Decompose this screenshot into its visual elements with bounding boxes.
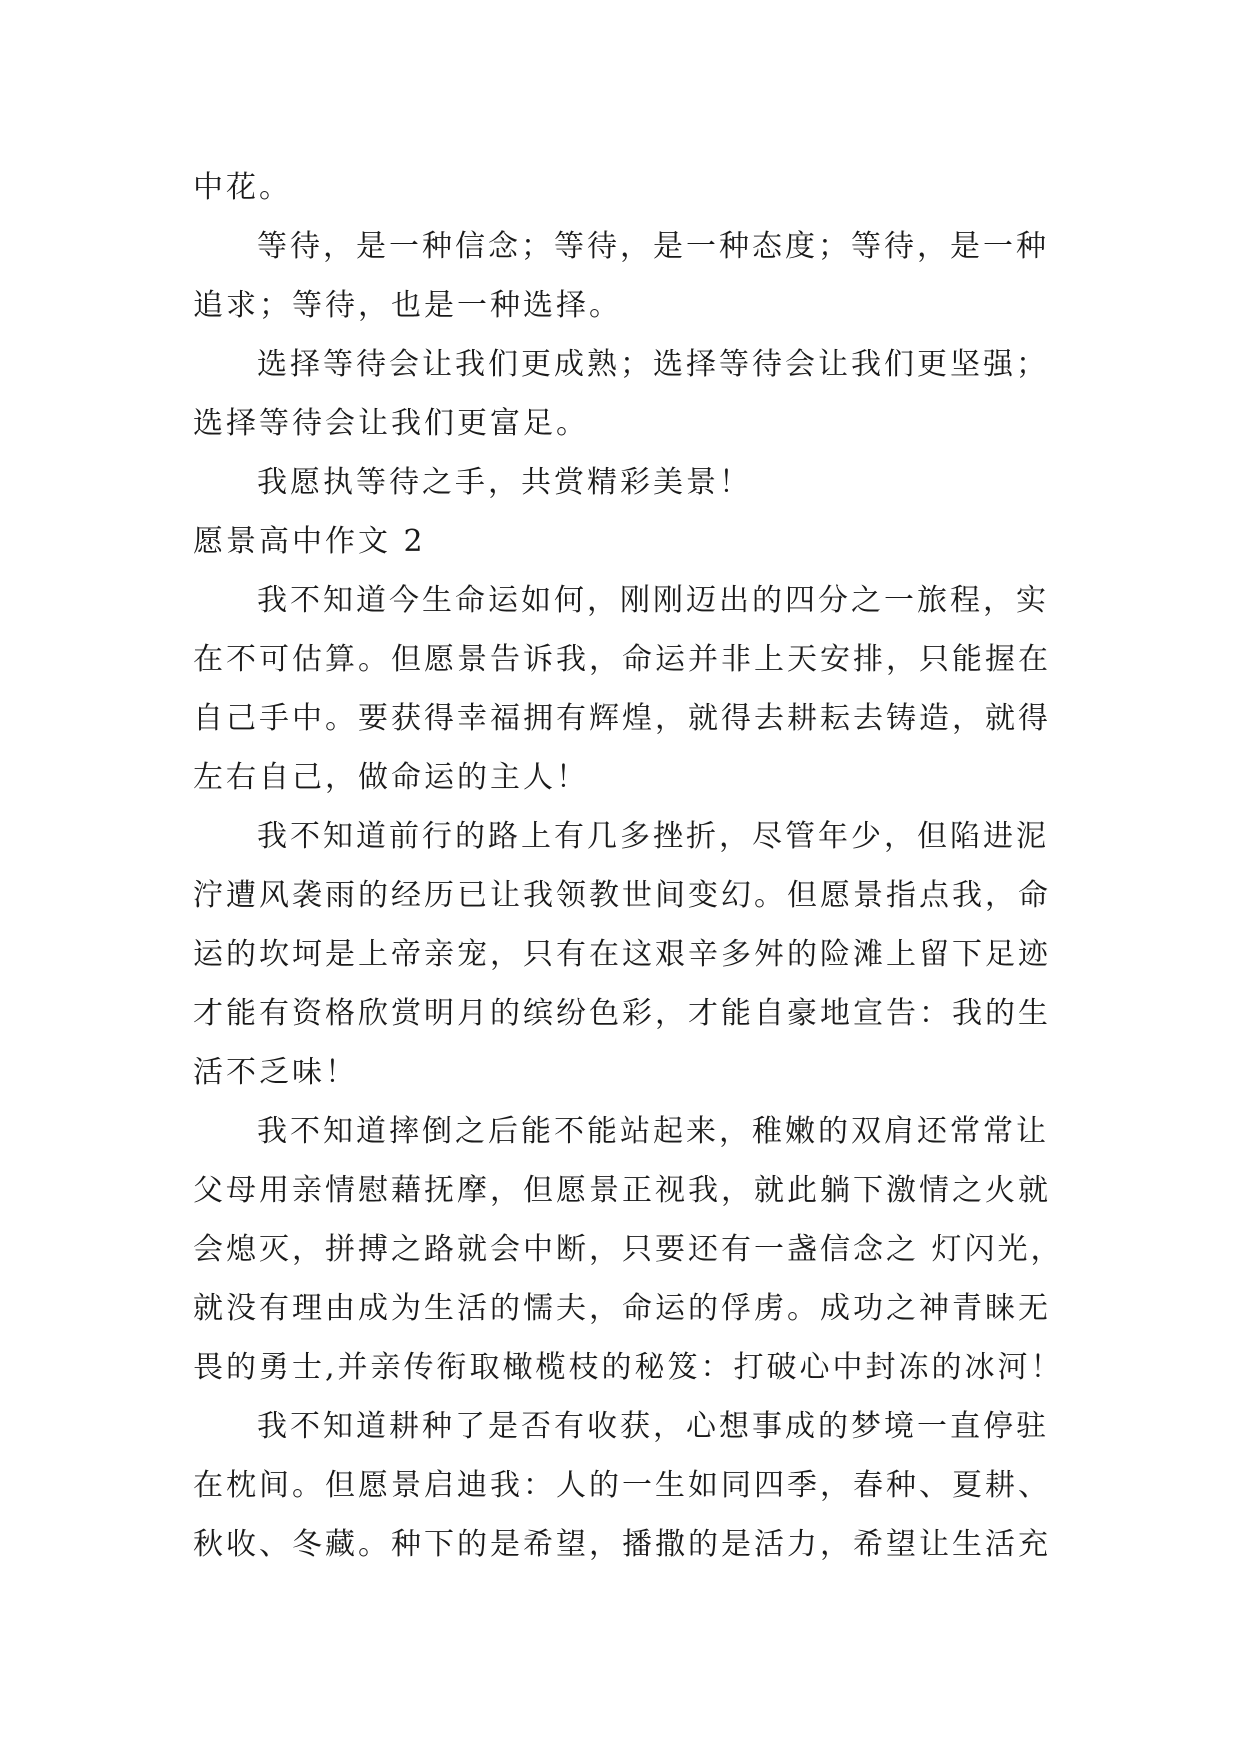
text-line: 我不知道今生命运如何，刚刚迈出的四分之一旅程，实 xyxy=(257,583,1049,618)
text-line: 运的坎坷是上帝亲宠，只有在这艰辛多舛的险滩上留下足迹 xyxy=(193,937,1051,972)
paragraph xyxy=(193,512,1073,571)
text-line: 我不知道摔倒之后能不能站起来，稚嫩的双肩还常常让 xyxy=(257,1114,1049,1149)
text-line: 左右自己，做命运的主人！ xyxy=(193,760,589,795)
paragraph xyxy=(193,807,1073,1102)
paragraph xyxy=(193,571,1073,807)
text-line: 自己手中。要获得幸福拥有辉煌，就得去耕耘去铸造，就得 xyxy=(193,701,1051,736)
text-line: 在不可估算。但愿景告诉我，命运并非上天安排，只能握在 xyxy=(193,642,1051,677)
text-line: 就没有理由成为生活的懦夫，命运的俘虏。成功之神青睐无 xyxy=(193,1291,1051,1326)
text-line: 追求；等待，也是一种选择。 xyxy=(193,288,622,323)
paragraph xyxy=(193,453,1073,512)
text-line: 我愿执等待之手，共赏精彩美景！ xyxy=(257,465,752,500)
text-line: 父母用亲情慰藉抚摩，但愿景正视我，就此躺下激情之火就 xyxy=(193,1173,1051,1208)
paragraph xyxy=(193,158,1073,217)
paragraph xyxy=(193,217,1073,335)
text-line: 畏的勇士,并亲传衔取橄榄枝的秘笈：打破心中封冻的冰河！ xyxy=(193,1350,1064,1385)
text-line: 在枕间。但愿景启迪我：人的一生如同四季，春种、夏耕、 xyxy=(193,1468,1051,1503)
document-body xyxy=(193,158,1073,1574)
text-line: 会熄灭，拼搏之路就会中断，只要还有一盏信念之 灯闪光， xyxy=(193,1232,1064,1267)
text-line: 等待，是一种信念；等待，是一种态度；等待，是一种 xyxy=(257,229,1049,264)
paragraph xyxy=(193,1102,1073,1397)
text-line: 泞遭风袭雨的经历已让我领教世间变幻。但愿景指点我，命 xyxy=(193,878,1051,913)
paragraph xyxy=(193,335,1073,453)
text-line: 选择等待会让我们更成熟；选择等待会让我们更坚强； xyxy=(257,347,1049,382)
text-line: 才能有资格欣赏明月的缤纷色彩，才能自豪地宣告：我的生 xyxy=(193,996,1051,1031)
paragraph xyxy=(193,1397,1073,1574)
section-heading: 愿景高中作文 2 xyxy=(193,524,426,559)
text-line: 秋收、冬藏。种下的是希望，播撒的是活力，希望让生活充 xyxy=(193,1527,1051,1562)
text-line: 我不知道前行的路上有几多挫折，尽管年少，但陷进泥 xyxy=(257,819,1049,854)
text-line: 选择等待会让我们更富足。 xyxy=(193,406,589,441)
text-line: 活不乏味！ xyxy=(193,1055,358,1090)
text-line: 我不知道耕种了是否有收获，心想事成的梦境一直停驻 xyxy=(257,1409,1049,1444)
text-line: 中花。 xyxy=(193,170,292,205)
